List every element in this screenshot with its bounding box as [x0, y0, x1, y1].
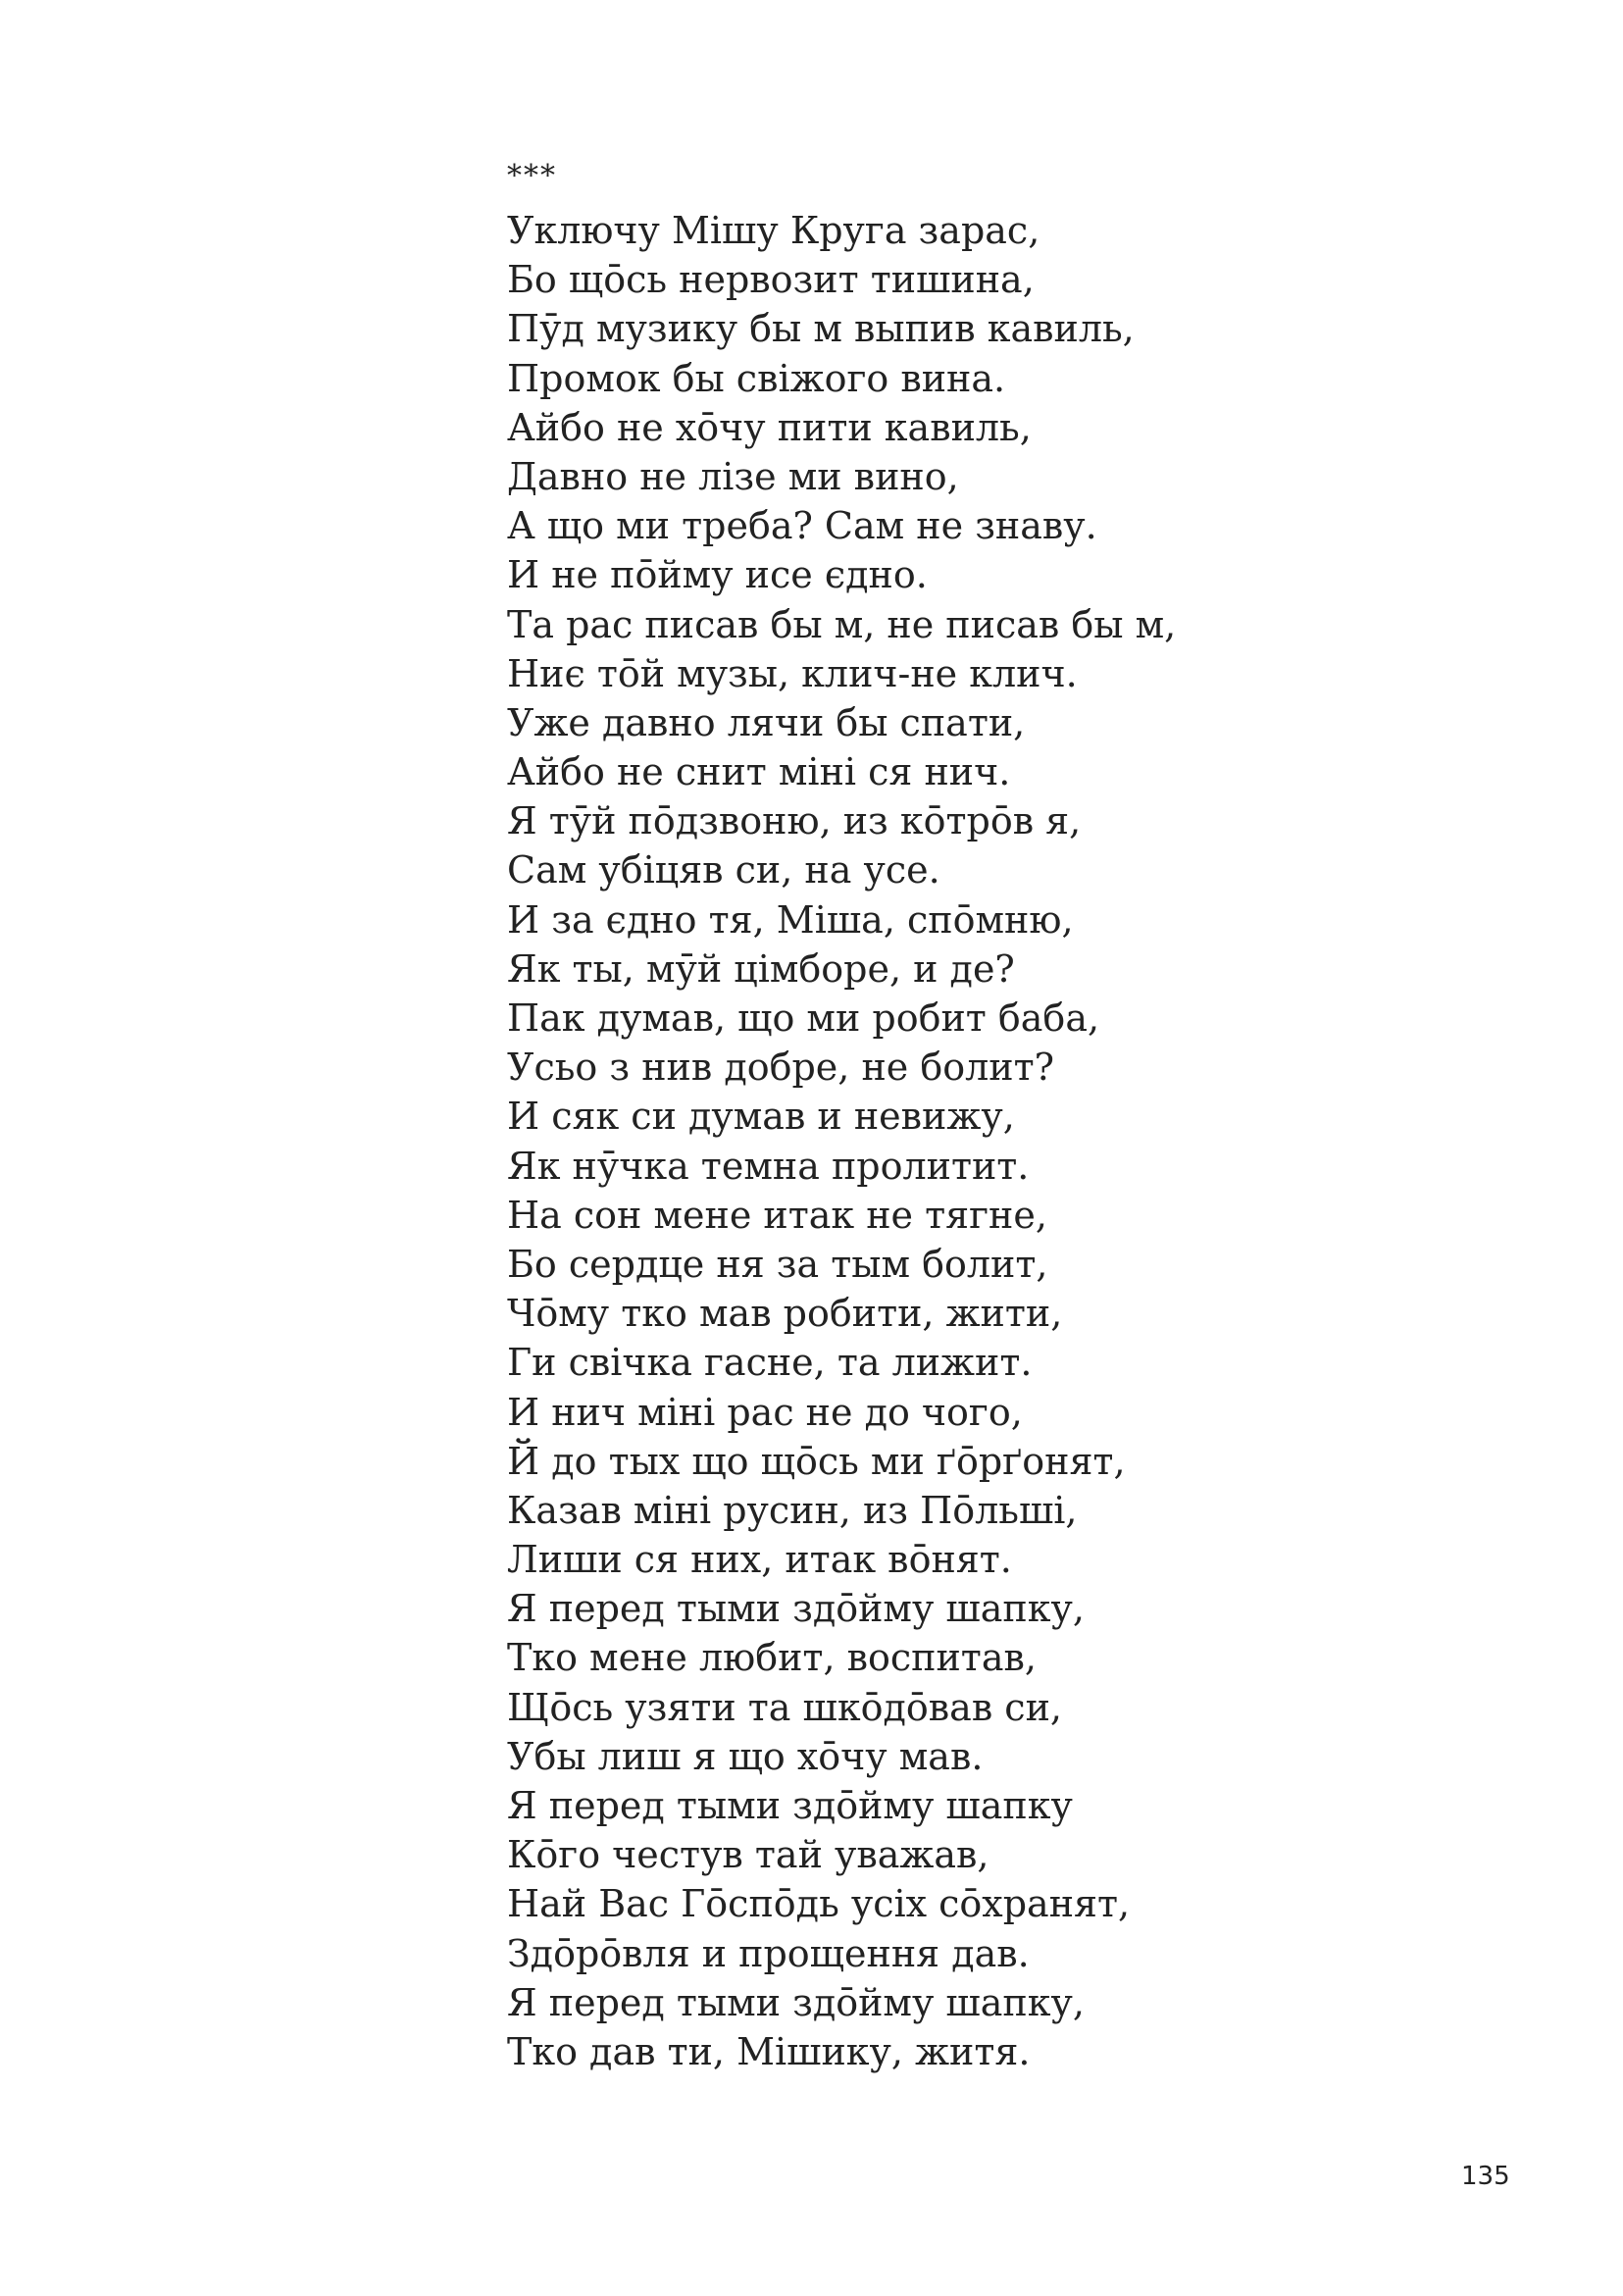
- poem-line: Як ты, мӯй цімборе, и де?: [507, 946, 1015, 991]
- poem-line: Бо сердце ня за тым болит,: [507, 1242, 1048, 1286]
- poem-line: Лиши ся них, итак во̄нят.: [507, 1538, 1012, 1582]
- poem-line: Промок бы свіжого вина.: [507, 356, 1006, 400]
- poem-line: Ко̄го честув тай уважав,: [507, 1833, 989, 1877]
- poem-line: Й до тых що що̄сь ми ґо̄рґонят,: [507, 1439, 1126, 1483]
- poem-line: Убы лиш я що хо̄чу мав.: [507, 1734, 984, 1778]
- poem-line: На сон мене итак не тягне,: [507, 1193, 1047, 1237]
- poem-line: Я тӯй по̄дзвоню, из ко̄тро̄в я,: [507, 799, 1082, 843]
- poem-line: И не по̄йму исе єдно.: [507, 553, 928, 597]
- poem-line: Що̄сь узяти та шко̄до̄вав си,: [507, 1685, 1062, 1729]
- poem-line: Айбо не хо̄чу пити кавиль,: [507, 405, 1032, 449]
- poem: [507, 147, 1488, 2076]
- poem-line: Тко дав ти, Мішику, житя.: [507, 2029, 1031, 2073]
- poem-line: Тко мене любит, воспитав,: [507, 1636, 1037, 1680]
- poem-line: Пӯд музику бы м выпив кавиль,: [507, 307, 1135, 351]
- poem-line: Пак думав, що ми робит баба,: [507, 996, 1100, 1040]
- poem-line: Казав міні русин, из По̄льші,: [507, 1488, 1078, 1532]
- page-number: 135: [1461, 2162, 1510, 2191]
- poem-line: Ниє то̄й музы, клич-не клич.: [507, 651, 1078, 695]
- poem-line: Я перед тыми здо̄йму шапку,: [507, 1980, 1085, 2024]
- poem-line: Айбо не снит міні ся нич.: [507, 750, 1011, 794]
- poem-line: Та рас писав бы м, не писав бы м,: [507, 602, 1177, 646]
- poem-line: Я перед тыми здо̄йму шапку: [507, 1784, 1073, 1827]
- poem-line: А що ми треба? Сам не знаву.: [507, 504, 1097, 548]
- poem-line: Чо̄му тко мав робити, жити,: [507, 1292, 1063, 1336]
- poem-line: Сам убіцяв си, на усе.: [507, 848, 940, 893]
- poem-lines: [507, 206, 1488, 2076]
- poem-line: Уже давно лячи бы спати,: [507, 700, 1026, 744]
- poem-separator: ***: [507, 159, 557, 193]
- poem-line: Най Вас Го̄спо̄дь усіх со̄хранят,: [507, 1882, 1131, 1926]
- poem-line: Ги свічка гасне, та лижит.: [507, 1341, 1033, 1385]
- poem-line: Бо що̄сь нервозит тишина,: [507, 258, 1035, 302]
- poem-line: И нич міні рас не до чого,: [507, 1390, 1023, 1434]
- poem-line: И за єдно тя, Міша, спо̄мню,: [507, 897, 1074, 942]
- poem-line: И сяк си думав и невижу,: [507, 1095, 1015, 1139]
- poem-line: Уключу Мішу Круга зарас,: [507, 209, 1040, 252]
- poem-line: Як нӯчка темна пролитит.: [507, 1144, 1030, 1188]
- poem-line: Давно не лізе ми вино,: [507, 454, 959, 498]
- poem-line: Здо̄ро̄вля и прощення дав.: [507, 1931, 1030, 1975]
- poem-line: Усьо з нив добре, не болит?: [507, 1046, 1054, 1090]
- poem-line: Я перед тыми здо̄йму шапку,: [507, 1587, 1085, 1631]
